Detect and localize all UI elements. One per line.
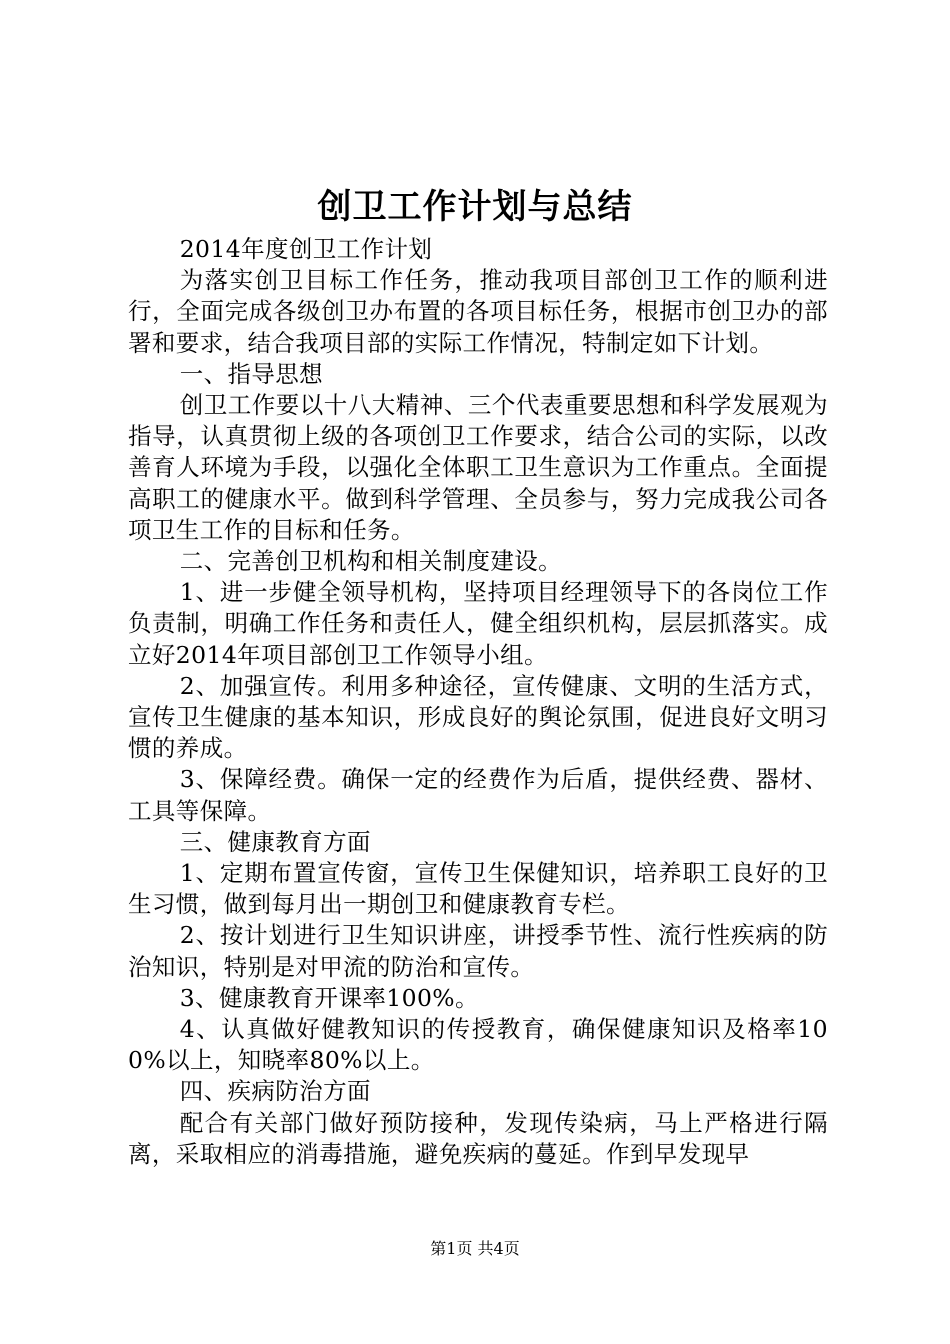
paragraph-plan-heading: 2014年度创卫工作计划: [179, 235, 433, 263]
list-item: 3、健康教育开课率100%。: [179, 983, 479, 1012]
document-title: 创卫工作计划与总结: [317, 187, 633, 227]
section-heading-organization: 二、完善创卫机构和相关制度建设。: [179, 547, 563, 576]
paragraph-disease-prevention: 配合有关部门做好预防接种，发现传染病，马上严格进行隔离，采取相应的消毒措施，避免疾病的蔓延。作到早发现早: [128, 1108, 828, 1168]
page-number: 第1页 共4页: [430, 1239, 520, 1258]
list-item: 3、保障经费。确保一定的经费作为后盾，提供经费、器材、工具等保障。: [128, 765, 828, 825]
section-heading-health-education: 三、健康教育方面: [179, 827, 371, 856]
section-heading-guiding-ideas: 一、指导思想: [179, 359, 324, 388]
list-item: 1、定期布置宣传窗，宣传卫生保健知识，培养职工良好的卫生习惯，做到每月出一期创卫和健康教育专栏。: [128, 859, 828, 919]
list-item: 2、按计划进行卫生知识讲座，讲授季节性、流行性疾病的防治知识，特别是对甲流的防治和宣传。: [128, 921, 828, 981]
paragraph-intro: 为落实创卫目标工作任务，推动我项目部创卫工作的顺利进行，全面完成各级创卫办布置的各项目标任务，根据市创卫办的部署和要求，结合我项目部的实际工作情况，特制定如下计划。: [128, 266, 828, 357]
document-body: [128, 234, 828, 1170]
list-item: 4、认真做好健教知识的传授教育，确保健康知识及格率100%以上，知晓率80%以上。: [128, 1015, 828, 1075]
list-item: 2、加强宣传。利用多种途径，宣传健康、文明的生活方式，宣传卫生健康的基本知识，形成良好的舆论氛围，促进良好文明习惯的养成。: [128, 671, 828, 763]
paragraph-guiding-ideas: 创卫工作要以十八大精神、三个代表重要思想和科学发展观为指导，认真贯彻上级的各项创卫工作要求，结合公司的实际，以改善育人环境为手段，以强化全体职工卫生意识为工作重点。全面提高职工的健康水平。做到科学管理、全员参与，努力完成我公司各项卫生工作的目标和任务。: [128, 391, 828, 544]
list-item: 1、进一步健全领导机构，坚持项目经理领导下的各岗位工作负责制，明确工作任务和责任人，健全组织机构，层层抓落实。成立好2014年项目部创卫工作领导小组。: [128, 578, 828, 669]
section-heading-disease-prevention: 四、疾病防治方面: [179, 1077, 371, 1106]
